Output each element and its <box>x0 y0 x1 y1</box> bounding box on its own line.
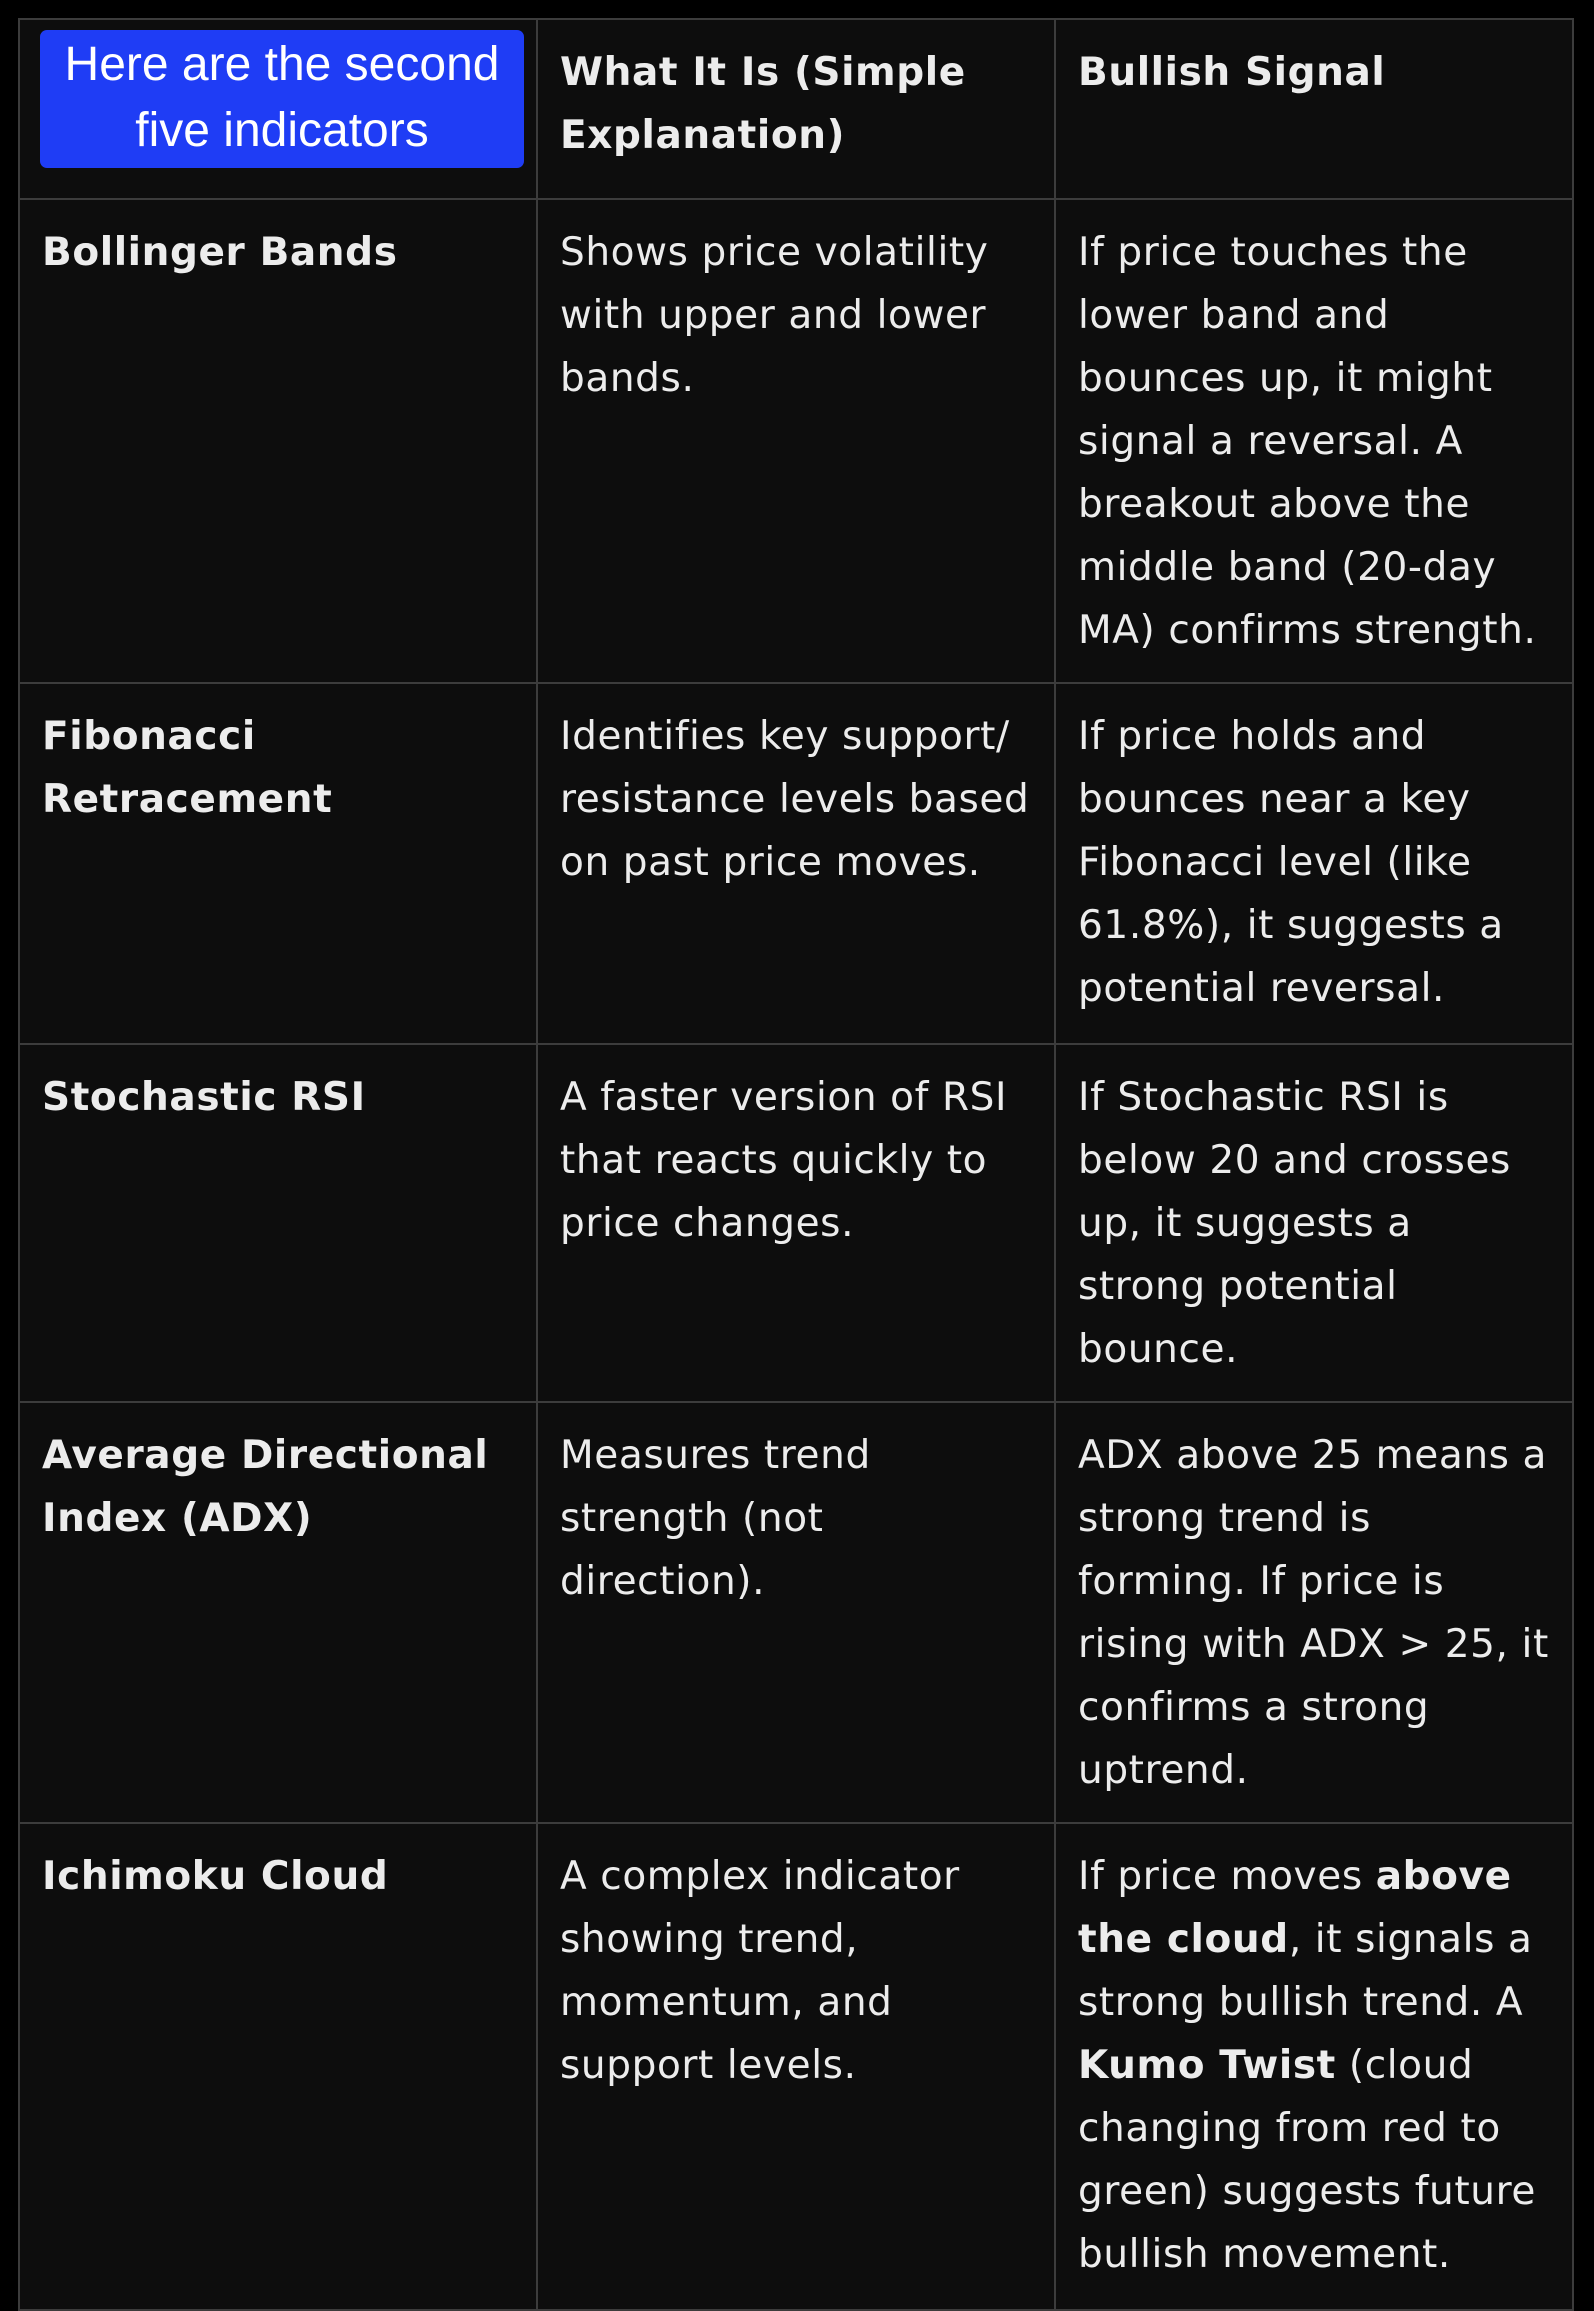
table-row <box>19 683 1573 1044</box>
header-indicator-line2: five indicators <box>135 104 429 157</box>
table-row <box>19 1823 1573 2310</box>
signal-emphasis: Kumo Twist <box>1078 2043 1336 2088</box>
indicator-explanation: A complex indicator showing trend, momentum, and support levels. <box>537 1823 1055 2310</box>
indicator-explanation: Shows price volatility with upper and lower bands. <box>537 199 1055 683</box>
header-cell-what-it-is: What It Is (Simple Explanation) <box>537 19 1055 199</box>
table-header-row <box>19 19 1573 199</box>
indicator-name: Stochastic RSI <box>19 1044 537 1402</box>
indicator-bullish-signal: If price touches the lower band and bounces up, it might signal a reversal. A breakout above the middle band (20-day MA) confirms strength. <box>1055 199 1573 683</box>
indicator-name: Average Directional Index (ADX) <box>19 1402 537 1823</box>
indicator-explanation: A faster version of RSI that reacts quickly to price changes. <box>537 1044 1055 1402</box>
indicator-name: Bollinger Bands <box>19 199 537 683</box>
header-cell-bullish-signal: Bullish Signal <box>1055 19 1573 199</box>
signal-text: (cloud changing from red to green) suggests future bullish movement. <box>1078 2043 1536 2277</box>
header-cell-indicator <box>19 19 537 199</box>
indicator-explanation: Measures trend strength (not direction). <box>537 1402 1055 1823</box>
indicator-explanation: Identifies key support/ resistance levels based on past price moves. <box>537 683 1055 1044</box>
signal-text: , it signals a strong bullish trend. A <box>1078 1917 1533 2025</box>
header-indicator-line1: Here are the second <box>64 38 500 91</box>
signal-emphasis: above the cloud <box>1078 1854 1512 1962</box>
selected-text-highlight[interactable] <box>40 30 524 168</box>
indicators-table <box>18 18 1574 2311</box>
indicator-bullish-signal: If price holds and bounces near a key Fibonacci level (like 61.8%), it suggests a potential reversal. <box>1055 683 1573 1044</box>
indicator-bullish-signal: If Stochastic RSI is below 20 and crosses up, it suggests a strong potential bounce. <box>1055 1044 1573 1402</box>
table-row <box>19 1402 1573 1823</box>
table-row <box>19 1044 1573 1402</box>
table-row <box>19 199 1573 683</box>
signal-text: If price moves <box>1078 1854 1376 1899</box>
indicator-name: Ichimoku Cloud <box>19 1823 537 2310</box>
indicator-name: Fibonacci Retracement <box>19 683 537 1044</box>
indicator-bullish-signal: ADX above 25 means a strong trend is forming. If price is rising with ADX > 25, it confirms a strong uptrend. <box>1055 1402 1573 1823</box>
indicator-bullish-signal <box>1055 1823 1573 2310</box>
